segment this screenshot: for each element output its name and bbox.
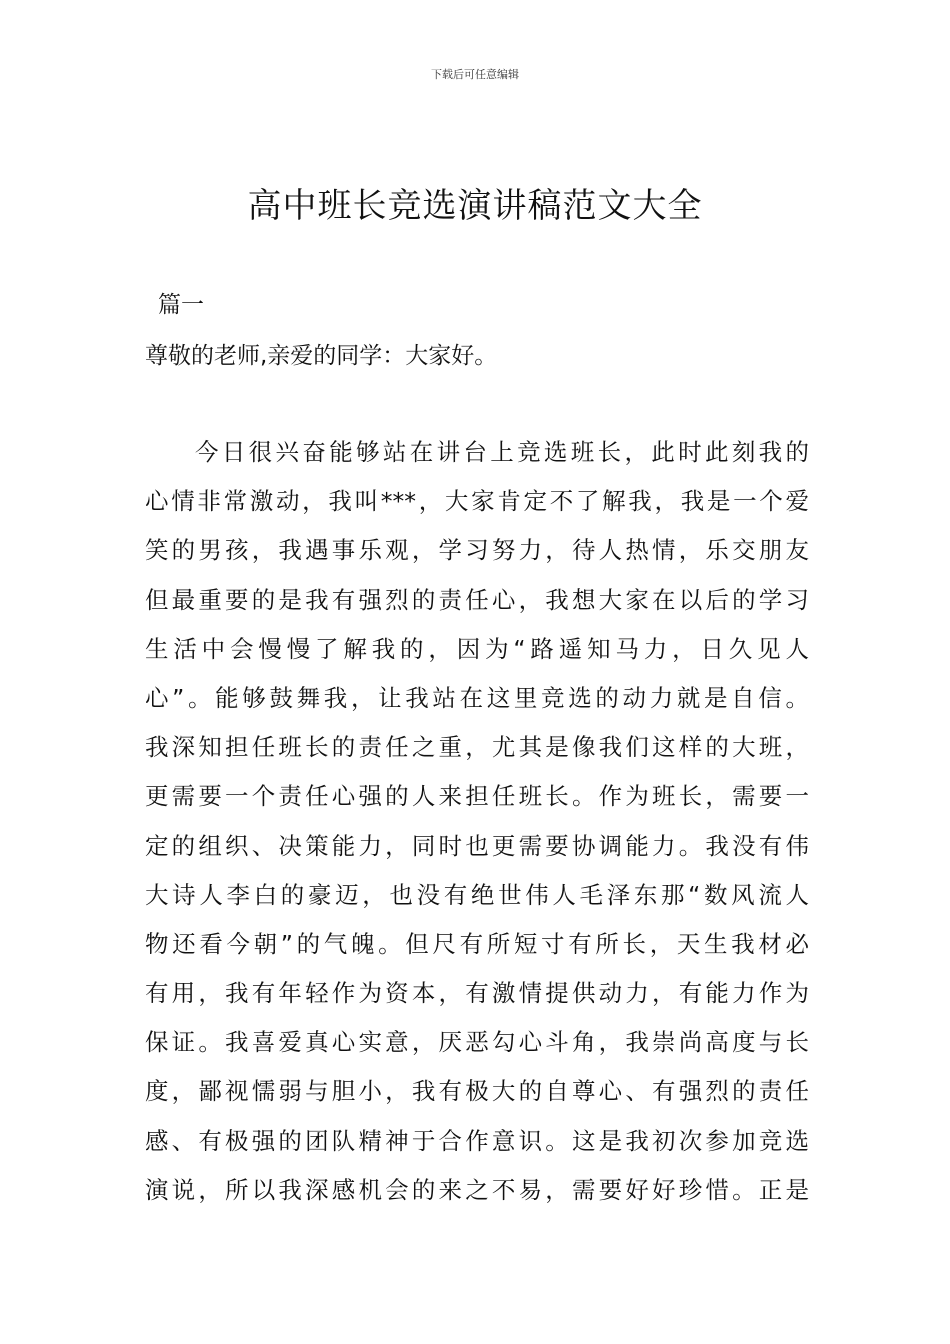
body-line: 保证。我喜爱真心实意，厌恶勾心斗角，我崇尚高度与长 [145,1028,809,1057]
body-line: 心情非常激动，我叫***，大家肯定不了解我，我是一个爱 [145,487,809,516]
body-text [145,428,809,1215]
body-line: 定的组织、决策能力，同时也更需要协调能力。我没有伟 [145,831,809,860]
body-line: 心”。能够鼓舞我，让我站在这里竞选的动力就是自信。 [145,683,809,712]
body-line: 度，鄙视懦弱与胆小，我有极大的自尊心、有强烈的责任 [145,1077,809,1106]
body-line: 更需要一个责任心强的人来担任班长。作为班长，需要一 [145,782,809,811]
body-line: 物还看今朝”的气魄。但尺有所短寸有所长，天生我材必 [145,929,809,958]
body-line: 演说，所以我深感机会的来之不易，需要好好珍惜。正是 [145,1175,809,1204]
header-note: 下载后可任意编辑 [431,68,519,81]
greeting-line: 尊敬的老师,亲爱的同学：大家好。 [145,343,498,369]
body-line: 生活中会慢慢了解我的，因为“路遥知马力，日久见人 [145,634,809,663]
section-label: 篇一 [158,292,204,318]
body-line: 今日很兴奋能够站在讲台上竞选班长，此时此刻我的 [195,438,809,466]
body-line: 笑的男孩，我遇事乐观，学习努力，待人热情，乐交朋友 [145,536,809,565]
body-line: 感、有极强的团队精神于合作意识。这是我初次参加竞选 [145,1126,809,1155]
document-title: 高中班长竞选演讲稿范文大全 [247,186,703,226]
body-line: 有用，我有年轻作为资本，有激情提供动力，有能力作为 [145,979,809,1008]
body-line: 大诗人李白的豪迈，也没有绝世伟人毛泽东那“数风流人 [145,880,809,909]
body-line: 但最重要的是我有强烈的责任心，我想大家在以后的学习 [145,585,809,614]
body-line: 我深知担任班长的责任之重，尤其是像我们这样的大班， [145,733,809,762]
